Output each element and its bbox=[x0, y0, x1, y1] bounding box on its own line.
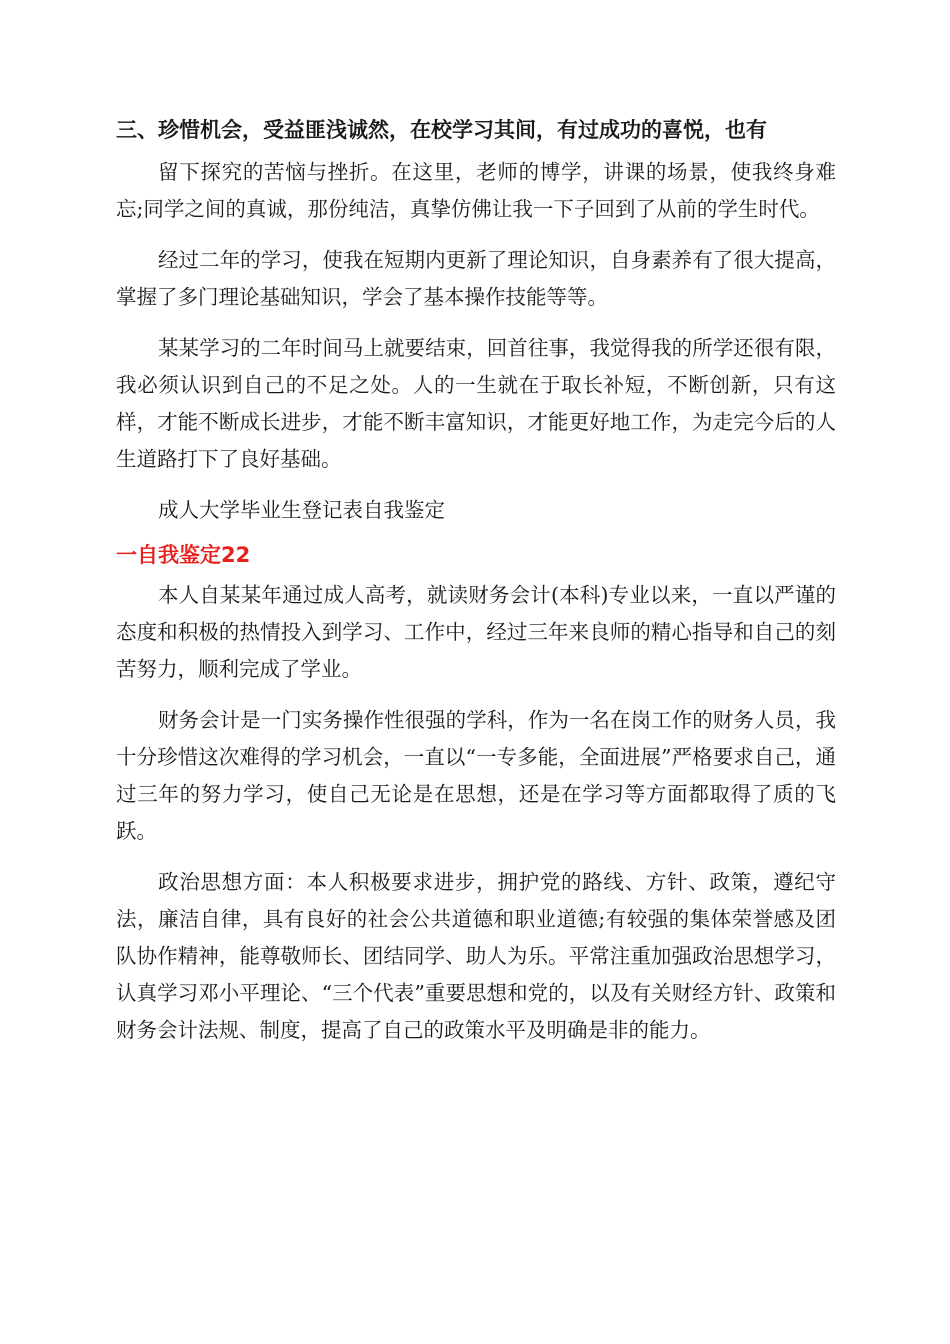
paragraph: 本人自某某年通过成人高考，就读财务会计(本科)专业以来，一直以严谨的态度和积极的热情投入到学习、工作中，经过三年来良师的精心指导和自己的刻苦努力，顺利完成了学业。 bbox=[116, 583, 836, 681]
section-heading: 三、珍惜机会，受益匪浅诚然，在校学习其间，有过成功的喜悦，也有 bbox=[116, 118, 767, 142]
paragraph: 财务会计是一门实务操作性很强的学科，作为一名在岗工作的财务人员，我十分珍惜这次难得的学习机会，一直以“一专多能，全面进展”严格要求自己，通过三年的努力学习，使自己无论是在思想，还是在学习等方面都取得了质的飞跃。 bbox=[116, 708, 836, 843]
paragraph: 留下探究的苦恼与挫折。在这里，老师的博学，讲课的场景，使我终身难忘;同学之间的真诚，那份纯洁，真挚仿佛让我一下子回到了从前的学生时代。 bbox=[116, 160, 836, 221]
paragraph: 某某学习的二年时间马上就要结束，回首往事，我觉得我的所学还很有限，我必须认识到自己的不足之处。人的一生就在于取长补短，不断创新，只有这样，才能不断成长进步，才能不断丰富知识，才能更好地工作，为走完今后的人生道路打下了良好基础。 bbox=[116, 336, 836, 471]
paragraph: 经过二年的学习，使我在短期内更新了理论知识，自身素养有了很大提高，掌握了多门理论基础知识，学会了基本操作技能等等。 bbox=[116, 248, 836, 309]
document-title-line: 成人大学毕业生登记表自我鉴定 bbox=[158, 498, 445, 522]
paragraph: 政治思想方面：本人积极要求进步，拥护党的路线、方针、政策，遵纪守法，廉洁自律，具有良好的社会公共道德和职业道德;有较强的集体荣誉感及团队协作精神，能尊敬师长、团结同学、助人为乐。平常注重加强政治思想学习，认真学习邓小平理论、“三个代表”重要思想和党的，以及有关财经方针、政策和财务会计法规、制度，提高了自己的政策水平及明确是非的能力。 bbox=[116, 870, 836, 1042]
document-page bbox=[116, 112, 836, 1063]
red-section-heading: 一自我鉴定22 bbox=[116, 543, 251, 567]
